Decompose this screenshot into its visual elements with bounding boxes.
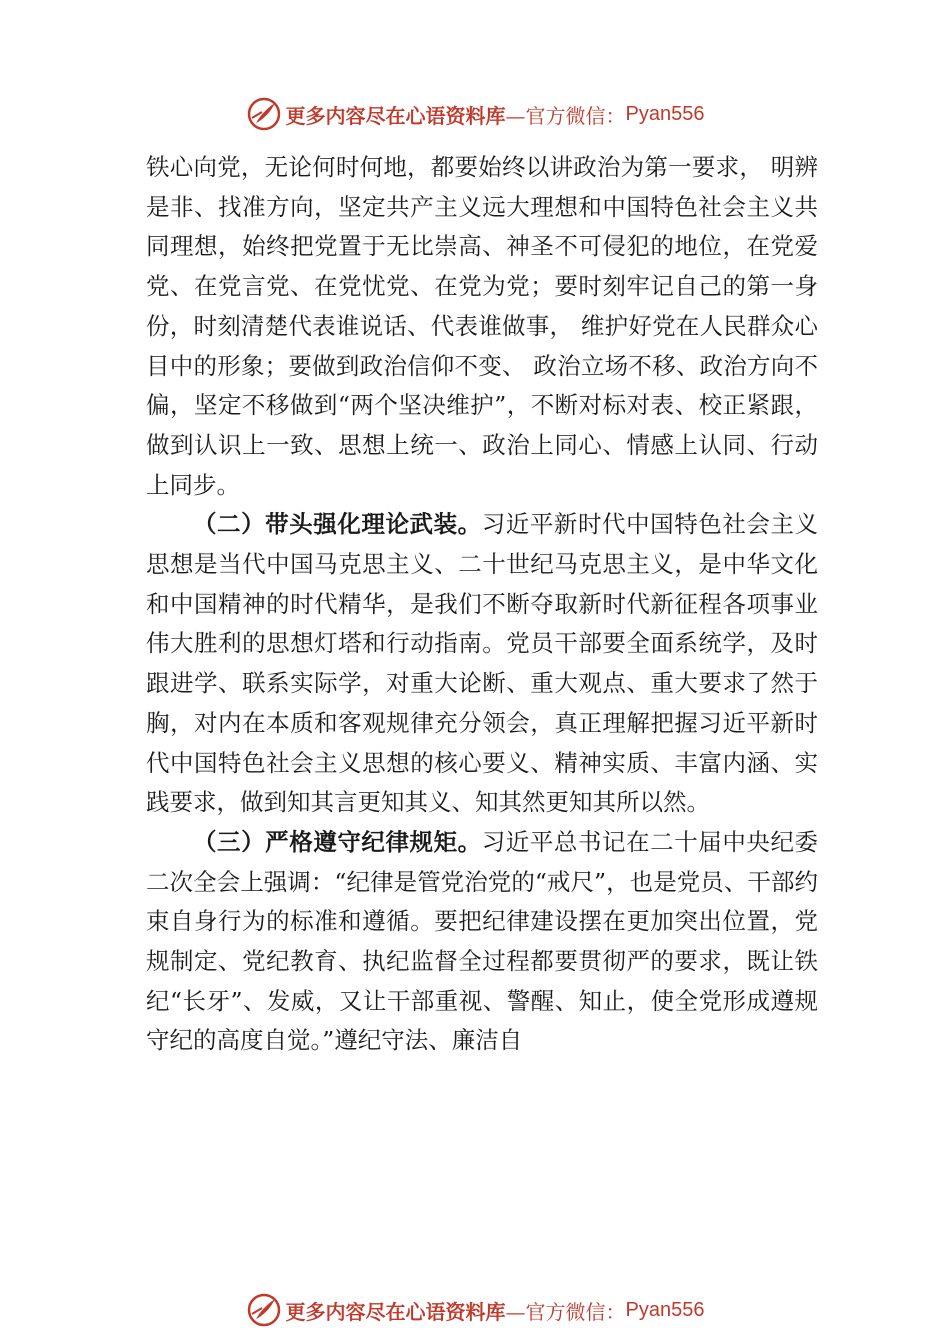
paragraph-3-text: 习近平总书记在二十届中央纪委二次全会上强调：“纪律是管党治党的“戒尺”，也是党员、干部约束自身行为的标准和遵循。要把纪律建设摆在更加突出位置，党规制定、党纪教育、执纪监督全过程都要贯彻严的要求，既让铁纪“长牙”、发威，又让干部重视、警醒、知止，使全党形成遵规守纪的高度自觉。”遵纪守法、廉洁自 xyxy=(146,827,819,1055)
paragraph-2-heading: （二）带头强化理论武装。 xyxy=(193,510,482,539)
header-wechat-id: Pyan556 xyxy=(625,102,705,125)
footer-wechat-id: Pyan556 xyxy=(625,1298,705,1321)
document-body xyxy=(146,148,818,1061)
paragraph-2-text: 习近平新时代中国特色社会主义思想是当代中国马克思主义、二十世纪马克思主义，是中华文化和中国精神的时代精华，是我们不断夺取新时代新征程各项事业伟大胜利的思想灯塔和行动指南。党员干部要全面系统学，及时跟进学、联系实际学，对重大论断、重大观点、重大要求了然于胸，对内在本质和客观规律充分领会，真正理解把握习近平新时代中国特色社会主义思想的核心要义、精神实质、丰富内涵、实践要求，做到知其言更知其义、知其然更知其所以然。 xyxy=(146,510,819,817)
paragraph-2 xyxy=(146,505,818,823)
footer-banner xyxy=(0,1290,950,1330)
paragraph-3 xyxy=(146,823,818,1061)
header-brand-text: 更多内容尽在心语资料库 xyxy=(285,103,506,128)
footer-wechat-label: —官方微信： xyxy=(505,1299,626,1324)
paragraph-1: 铁心向党，无论何时何地，都要始终以讲政治为第一要求， 明辨是非、找准方向，坚定共产主义远大理想和中国特色社会主义共同理想，始终把党置于无比崇高、神圣不可侵犯的地位，在党爱党、在党言党、在党忧党、在党为党；要时刻牢记自己的第一身份，时刻清楚代表谁说话、代表谁做事， 维护好党在人民群众心目中的形象；要做到政治信仰不变、 政治立场不移、政治方向不偏，坚定不移做到“两个坚决维护”，不断对标对表、校正紧跟，做到认识上一致、思想上统一、政治上同心、情感上认同、行动上同步。 xyxy=(146,153,818,499)
footer-brand-text: 更多内容尽在心语资料库 xyxy=(285,1299,506,1324)
quill-logo-icon xyxy=(246,96,282,132)
quill-logo-icon xyxy=(246,1292,282,1328)
paragraph-3-heading: （三）严格遵守纪律规矩。 xyxy=(193,827,482,856)
header-banner xyxy=(0,94,950,134)
header-wechat-label: —官方微信： xyxy=(505,103,626,128)
